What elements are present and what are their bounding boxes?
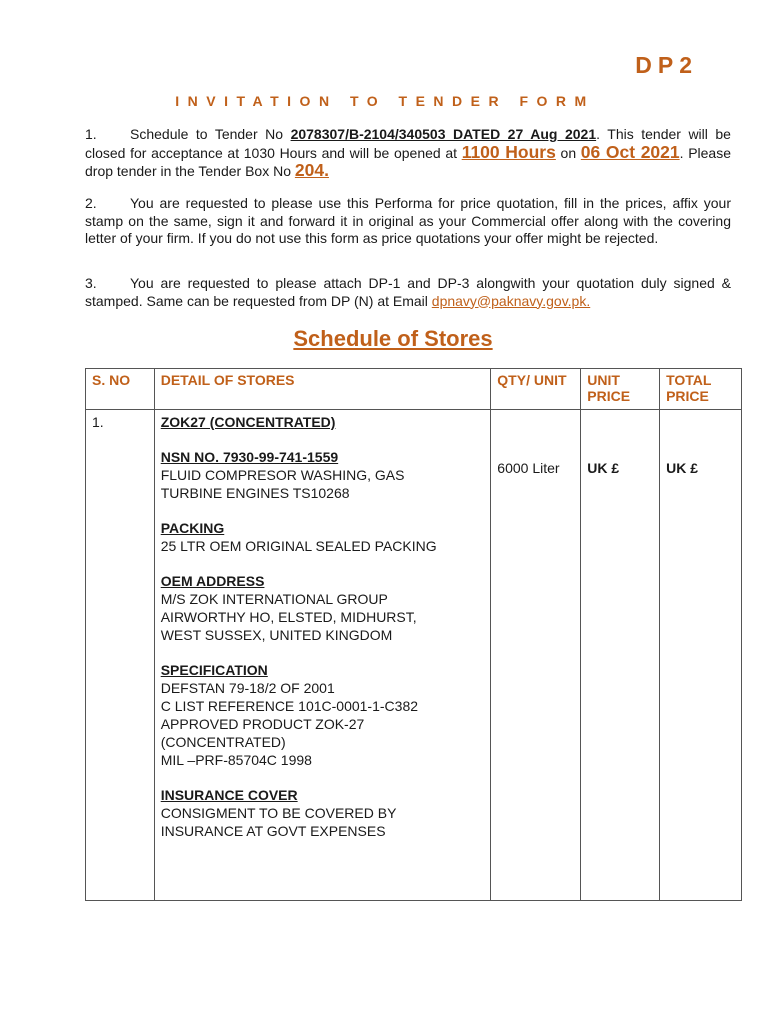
section-title: SPECIFICATION <box>160 662 268 678</box>
column-header-sno: S. NO <box>86 369 155 410</box>
table-header-row <box>86 369 742 410</box>
detail-section <box>161 448 485 502</box>
section-line: 25 LTR OEM ORIGINAL SEALED PACKING <box>160 538 437 554</box>
section-line: M/S ZOK INTERNATIONAL GROUP <box>160 591 388 607</box>
column-header-unit-price: UNIT PRICE <box>581 369 660 410</box>
p1-text-c: on <box>555 144 581 161</box>
p1-text-a: Schedule to Tender No <box>130 126 291 142</box>
paragraph-number: 1. <box>85 126 97 142</box>
paragraph-2 <box>85 195 731 248</box>
section-line: AIRWORTHY HO, ELSTED, MIDHURST, <box>160 609 417 625</box>
opening-date: 06 Oct 2021 <box>580 141 680 162</box>
paragraph-1 <box>85 126 731 181</box>
p3-text: You are requested to please attach DP-1 and DP-3 alongwith your quotation duly signed & stamped. Same can be requested from DP (N) at Email <box>85 275 731 309</box>
tender-reference: 2078307/B-2104/340503 DATED 27 Aug 2021 <box>290 126 597 142</box>
table-row <box>86 410 742 901</box>
serial-number-cell: 1. <box>86 410 155 901</box>
section-line: (CONCENTRATED) <box>160 734 286 750</box>
section-line: WEST SUSSEX, UNITED KINGDOM <box>160 627 393 643</box>
p1-text-b: . This tender will be closed for acceptance at 1030 Hours and will be opened at <box>85 126 731 161</box>
item-name: ZOK27 (CONCENTRATED) <box>160 414 336 430</box>
p2-text: You are requested to please use this Performa for price quotation, fill in the prices, affix your stamp on the same, sign it and forward it in original as your Commercial offer along with the covering letter of your firm. If you do not use this form as price quotations your offer might be rejected. <box>85 195 731 246</box>
detail-section <box>161 661 485 769</box>
tender-box-number: 204. <box>294 160 329 180</box>
column-header-detail: DETAIL OF STORES <box>154 369 491 410</box>
section-line: FLUID COMPRESOR WASHING, GAS <box>160 467 405 483</box>
opening-time: 1100 Hours <box>461 141 556 162</box>
stores-table <box>85 368 742 901</box>
paragraph-number: 2. <box>85 195 97 211</box>
section-line: APPROVED PRODUCT ZOK-27 <box>160 716 365 732</box>
paragraph-3 <box>85 275 731 310</box>
detail-section <box>161 519 485 555</box>
paragraph-number: 3. <box>85 275 97 291</box>
form-title: INVITATION TO TENDER FORM <box>175 93 595 109</box>
section-line: TURBINE ENGINES TS10268 <box>160 485 350 501</box>
email-link[interactable]: dpnavy@paknavy.gov.pk. <box>431 292 591 309</box>
section-title: INSURANCE COVER <box>160 787 298 803</box>
section-title: OEM ADDRESS <box>160 573 265 589</box>
quantity-cell: 6000 Liter <box>491 410 581 901</box>
section-line: INSURANCE AT GOVT EXPENSES <box>160 823 386 839</box>
column-header-qty: QTY/ UNIT <box>491 369 581 410</box>
total-price-cell[interactable]: UK £ <box>660 410 742 901</box>
section-line: C LIST REFERENCE 101C-0001-1-C382 <box>160 698 419 714</box>
detail-section <box>161 786 485 840</box>
detail-section <box>161 572 485 644</box>
column-header-total-price: TOTAL PRICE <box>660 369 742 410</box>
section-title: NSN NO. 7930-99-741-1559 <box>160 449 339 465</box>
section-line: MIL –PRF-85704C 1998 <box>160 752 312 768</box>
section-line: CONSIGMENT TO BE COVERED BY <box>160 805 397 821</box>
schedule-title: Schedule of Stores <box>293 326 493 351</box>
section-line: DEFSTAN 79-18/2 OF 2001 <box>160 680 335 696</box>
detail-cell <box>154 410 491 901</box>
section-title: PACKING <box>160 520 225 536</box>
unit-price-cell[interactable]: UK £ <box>581 410 660 901</box>
p1-text-d: . Please drop tender in the Tender Box No <box>85 144 732 179</box>
form-code: DP2 <box>635 52 698 78</box>
